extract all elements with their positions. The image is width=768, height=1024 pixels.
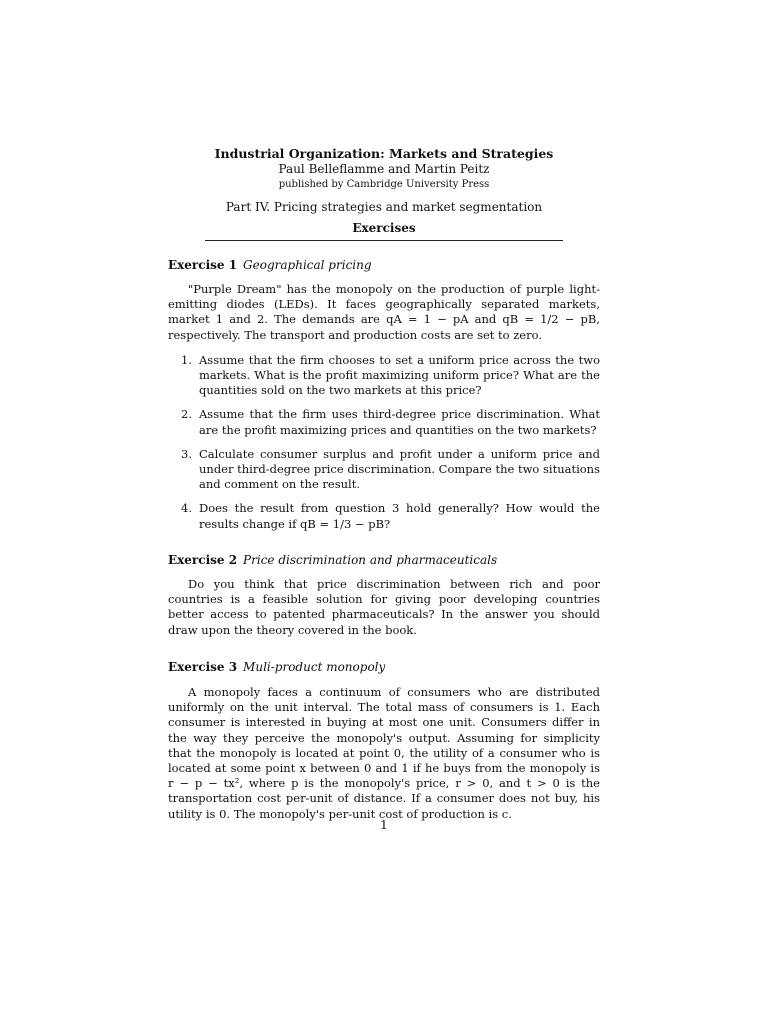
question-item: 3. Calculate consumer surplus and profit under a uniform price and under third-degree price discrimination. Compare the two situations and comment on the result. <box>181 446 600 492</box>
exercise-2 <box>168 552 600 638</box>
question-text: Does the result from question 3 hold generally? How would the results change if qB = 1/3 − pB? <box>199 501 600 531</box>
question-item: 1. Assume that the firm chooses to set a uniform price across the two markets. What is the profit maximizing uniform price? What are the quantities sold on the two markets at this price? <box>181 352 600 398</box>
exercise-intro: "Purple Dream" has the monopoly on the production of purple light-emitting diodes (LEDs). It faces geographically separated markets, market 1 and 2. The demands are qA = 1 − pA and qB = 1/2 − pB, respectively. The transport and production costs are set to zero. <box>168 282 600 342</box>
title-divider <box>205 240 563 241</box>
exercise-1 <box>168 257 600 541</box>
book-title: Industrial Organization: Markets and Strategies <box>214 146 554 161</box>
question-text: Assume that the firm chooses to set a uniform price across the two markets. What is the profit maximizing uniform price? What are the quantities sold on the two markets at this price? <box>199 352 600 398</box>
exercise-subtitle: Price discrimination and pharmaceuticals <box>243 553 498 567</box>
question-text: Calculate consumer surplus and profit under a uniform price and under third-degree price discrimination. Compare the two situations and comment on the result. <box>199 446 600 492</box>
exercise-heading <box>168 552 600 568</box>
book-authors: Paul Belleflamme and Martin Peitz <box>278 162 490 176</box>
exercise-label: Exercise 2 <box>168 553 238 567</box>
question-list <box>168 353 600 532</box>
exercise-3 <box>168 659 600 822</box>
exercise-subtitle: Muli-product monopoly <box>243 660 386 674</box>
question-text: Assume that the firm uses third-degree price discrimination. What are the profit maximizing prices and quantities on the two markets? <box>199 407 600 437</box>
exercise-heading <box>168 659 600 675</box>
question-item: 4. Does the result from question 3 hold generally? How would the results change if qB = 1/3 − pB? <box>181 501 600 531</box>
question-item: 2. Assume that the firm uses third-degree price discrimination. What are the profit maximizing prices and quantities on the two markets? <box>181 407 600 437</box>
exercise-label: Exercise 1 <box>168 258 238 272</box>
exercise-intro: A monopoly faces a continuum of consumers who are distributed uniformly on the unit interval. The total mass of consumers is 1. Each consumer is interested in buying at most one unit. Consumers differ in the way they perceive the monopoly's output. Assuming for simplicity that the monopoly is located at point 0, the utility of a consumer who is located at some point x between 0 and 1 if he buys from the monopoly is r − p − tx², where p is the monopoly's price, r > 0, and t > 0 is the transportation cost per-unit of distance. If a consumer does not buy, his utility is 0. The monopoly's per-unit cost of production is c. <box>168 685 600 821</box>
exercise-intro: Do you think that price discrimination between rich and poor countries is a feasible solution for giving poor developing countries better access to patented pharmaceuticals? In the answer you should draw upon the theory covered in the book. <box>168 577 600 637</box>
exercise-subtitle: Geographical pricing <box>243 258 372 272</box>
exercise-heading <box>168 257 600 273</box>
page-number: 1 <box>380 818 388 832</box>
section-title: Exercises <box>352 221 416 235</box>
part-title: Part IV. Pricing strategies and market segmentation <box>225 200 543 214</box>
title-block <box>168 146 600 236</box>
publisher-line: published by Cambridge University Press <box>278 179 490 190</box>
exercise-label: Exercise 3 <box>168 660 238 674</box>
